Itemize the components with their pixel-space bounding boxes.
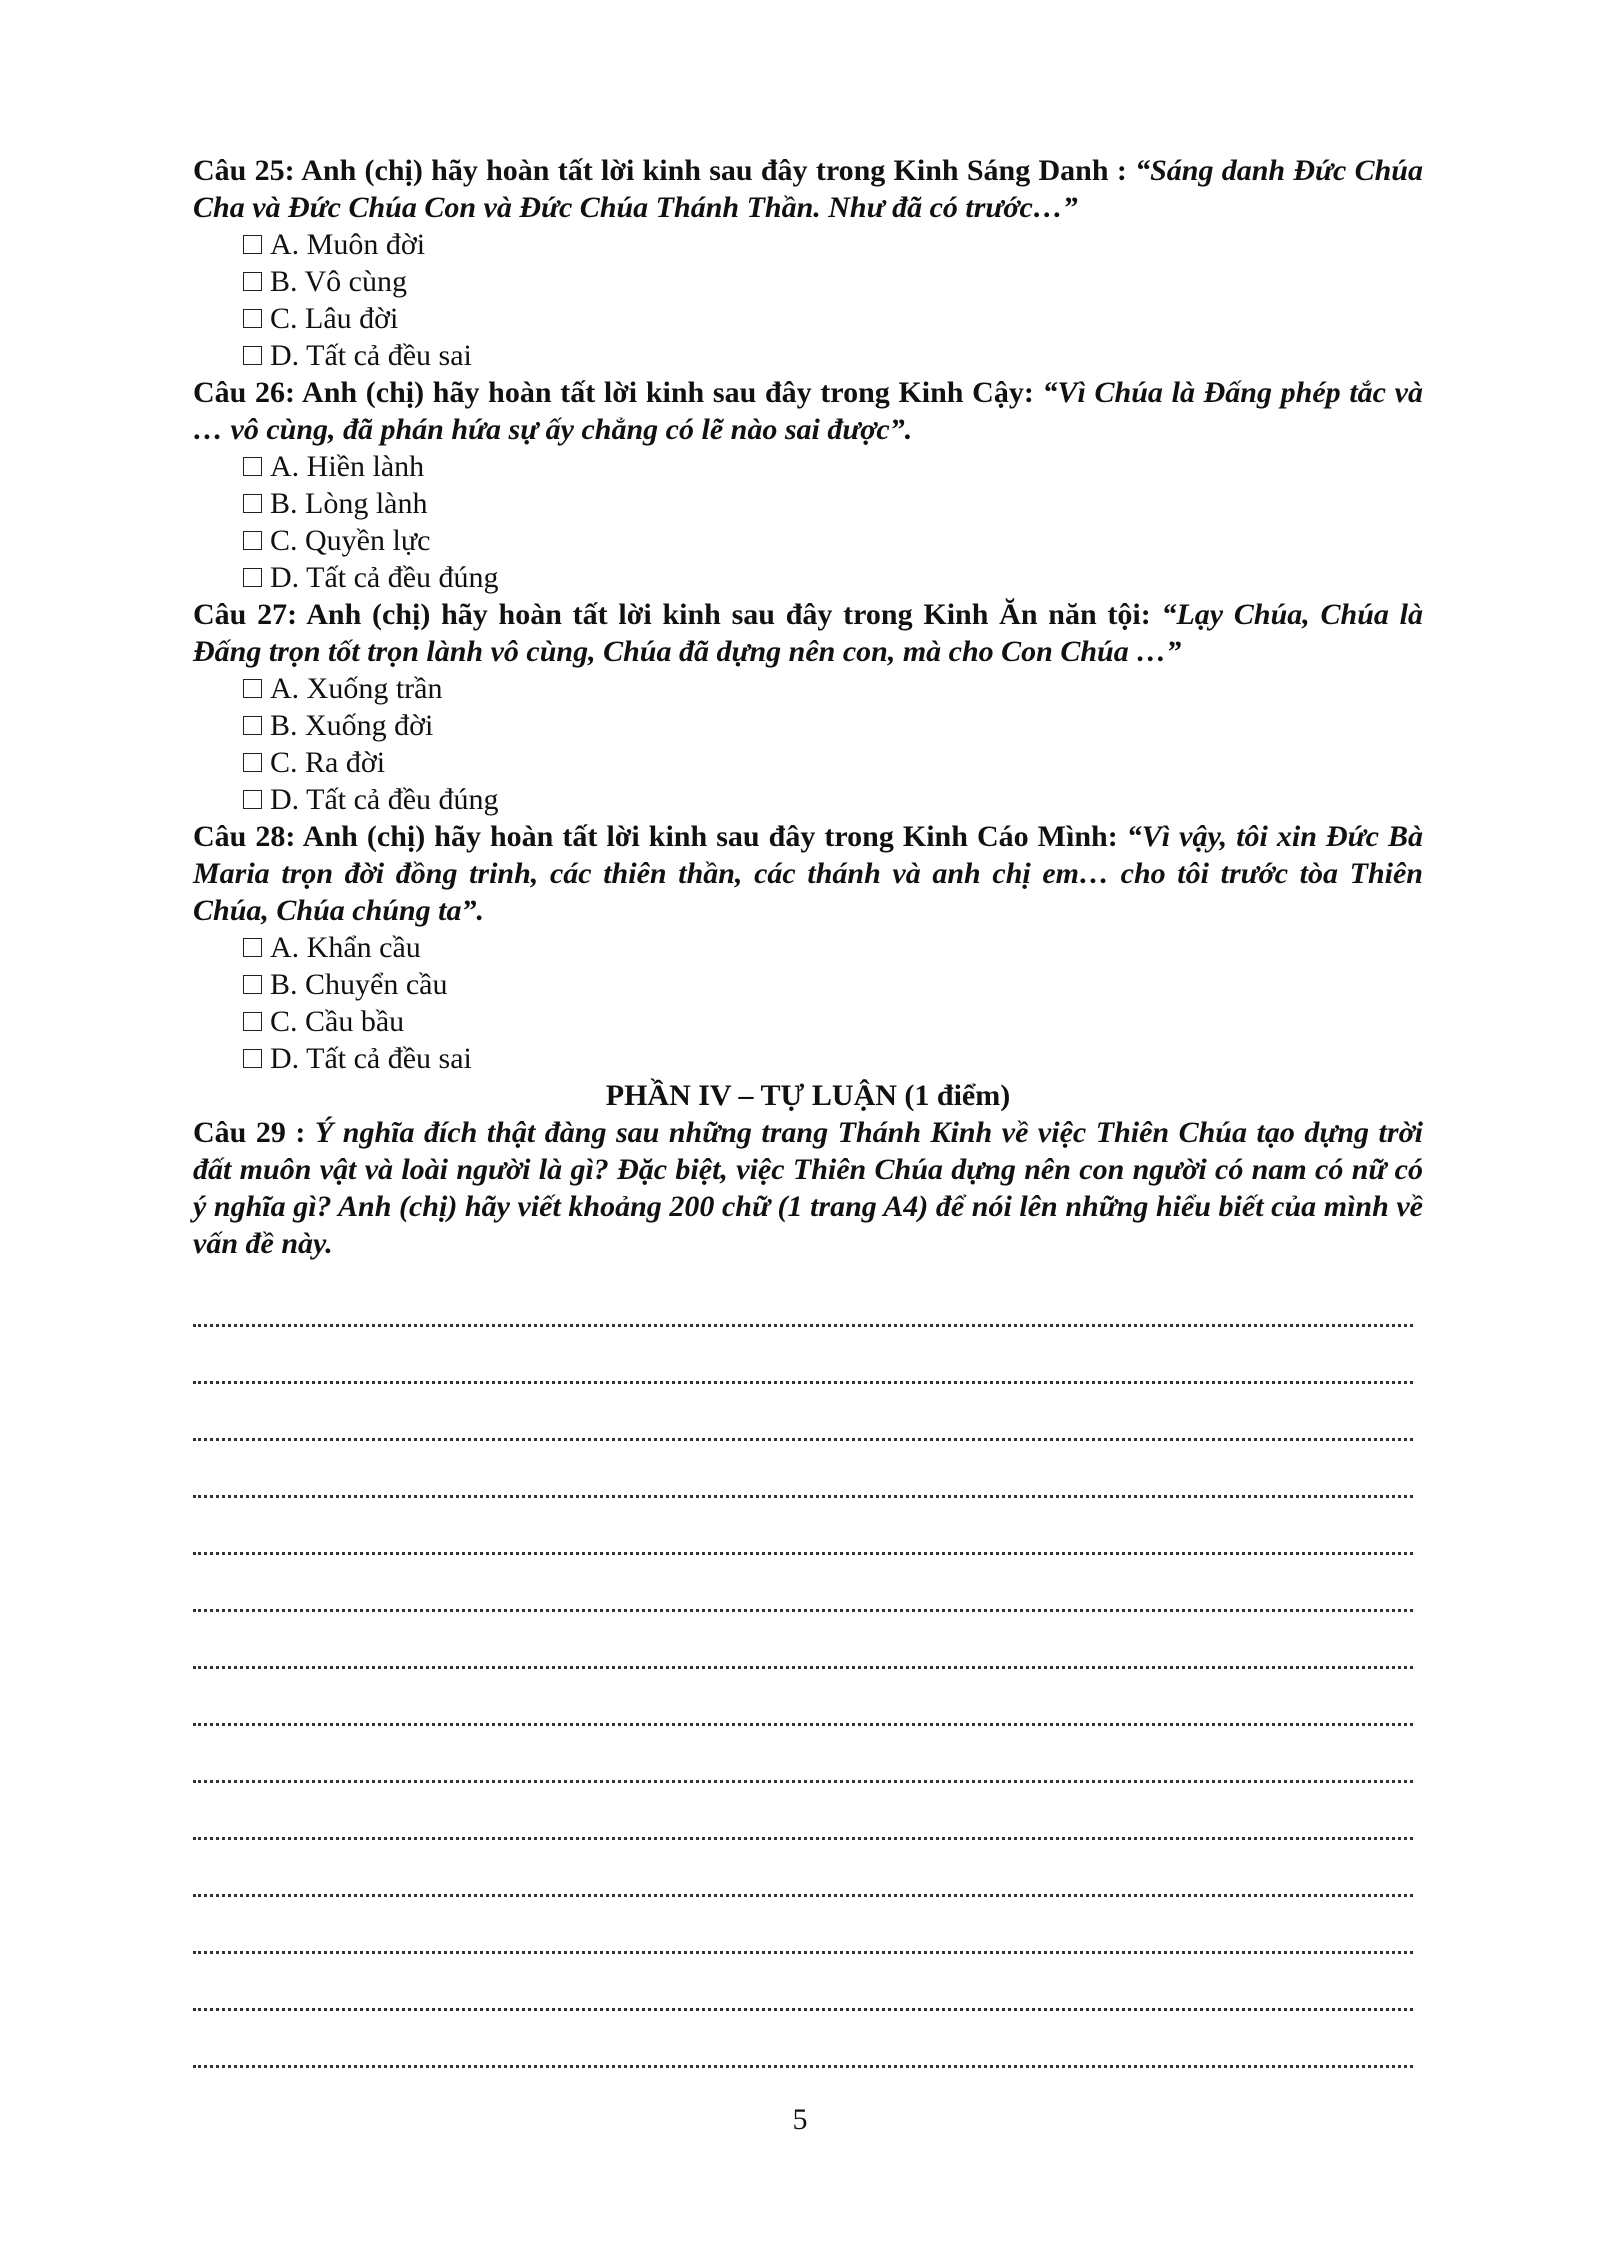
option-label: C. Cầu bầu	[270, 1005, 405, 1038]
question-25	[193, 152, 1423, 226]
essay-prompt: Ý nghĩa đích thật đàng sau những trang Thánh Kinh về việc Thiên Chúa tạo dựng trời đất muôn vật và loài người là gì? Đặc biệt, việc Thiên Chúa dựng nên con người có nam có nữ có ý nghĩa gì? Anh (chị) hãy viết khoảng 200 chữ (1 trang A4) để nói lên những hiểu biết của mình về vấn đề này.	[193, 1116, 1424, 1260]
option-d[interactable]	[243, 559, 1423, 596]
answer-line[interactable]	[193, 1954, 1413, 2011]
option-d[interactable]	[243, 337, 1423, 374]
option-d[interactable]	[243, 781, 1423, 818]
question-quote: “Lạy Chúa, Chúa là Đấng trọn tốt trọn lành vô cùng, Chúa đã dựng nên con, mà cho Con Chúa …”	[193, 598, 1423, 668]
question-quote: “Vì vậy, tôi xin Đức Bà Maria trọn đời đồng trinh, các thiên thần, các thánh và anh chị em… cho tôi trước tòa Thiên Chúa, Chúa chúng ta”.	[193, 820, 1424, 927]
answer-line[interactable]	[193, 1270, 1413, 1327]
checkbox-icon[interactable]	[243, 494, 262, 513]
answer-line[interactable]	[193, 1669, 1413, 1726]
question-quote: “Sáng danh Đức Chúa Cha và Đức Chúa Con và Đức Chúa Thánh Thần. Như đã có trước…”	[193, 154, 1423, 224]
option-label: A. Xuống trần	[270, 672, 443, 705]
option-b[interactable]	[243, 707, 1423, 744]
option-c[interactable]	[243, 300, 1423, 337]
option-d[interactable]	[243, 1040, 1423, 1077]
question-prompt: Anh (chị) hãy hoàn tất lời kinh sau đây trong Kinh Ăn năn tội:	[297, 598, 1162, 631]
answer-line[interactable]	[193, 1327, 1413, 1384]
option-label: D. Tất cả đều sai	[270, 339, 472, 372]
option-label: B. Lòng lành	[270, 487, 428, 520]
checkbox-icon[interactable]	[243, 790, 262, 809]
option-label: A. Muôn đời	[270, 228, 426, 261]
question-number: Câu 26:	[193, 376, 296, 409]
option-a[interactable]	[243, 448, 1423, 485]
options-list	[193, 929, 1423, 1077]
checkbox-icon[interactable]	[243, 1012, 262, 1031]
answer-line[interactable]	[193, 1783, 1413, 1840]
answer-line[interactable]	[193, 1384, 1413, 1441]
question-prompt: Anh (chị) hãy hoàn tất lời kinh sau đây trong Kinh Cậy:	[295, 376, 1043, 409]
option-a[interactable]	[243, 929, 1423, 966]
question-27	[193, 596, 1423, 670]
checkbox-icon[interactable]	[243, 568, 262, 587]
checkbox-icon[interactable]	[243, 1049, 262, 1068]
option-a[interactable]	[243, 670, 1423, 707]
checkbox-icon[interactable]	[243, 938, 262, 957]
question-number: Câu 29 :	[193, 1116, 306, 1149]
answer-line[interactable]	[193, 1897, 1413, 1954]
option-c[interactable]	[243, 522, 1423, 559]
option-label: B. Vô cùng	[270, 265, 407, 298]
options-list	[193, 448, 1423, 596]
answer-line[interactable]	[193, 1612, 1413, 1669]
option-label: D. Tất cả đều đúng	[270, 783, 499, 816]
question-prompt: Anh (chị) hãy hoàn tất lời kinh sau đây trong Kinh Sáng Danh :	[294, 154, 1136, 187]
option-c[interactable]	[243, 1003, 1423, 1040]
checkbox-icon[interactable]	[243, 235, 262, 254]
option-label: C. Lâu đời	[270, 302, 399, 335]
checkbox-icon[interactable]	[243, 753, 262, 772]
checkbox-icon[interactable]	[243, 531, 262, 550]
option-label: D. Tất cả đều sai	[270, 1042, 472, 1075]
option-label: C. Ra đời	[270, 746, 386, 779]
answer-line[interactable]	[193, 1555, 1413, 1612]
question-number: Câu 25:	[193, 154, 295, 187]
options-list	[193, 670, 1423, 818]
question-number: Câu 27:	[193, 598, 298, 631]
section-title: PHẦN IV – TỰ LUẬN (1 điểm)	[605, 1079, 1011, 1112]
question-number: Câu 28:	[193, 820, 296, 853]
question-29	[193, 1114, 1423, 1262]
answer-line[interactable]	[193, 1441, 1413, 1498]
checkbox-icon[interactable]	[243, 309, 262, 328]
option-a[interactable]	[243, 226, 1423, 263]
page-number: 5	[792, 2103, 808, 2136]
answer-line[interactable]	[193, 1498, 1413, 1555]
option-label: C. Quyền lực	[270, 524, 431, 557]
question-26	[193, 374, 1423, 448]
option-label: B. Chuyển cầu	[270, 968, 448, 1001]
checkbox-icon[interactable]	[243, 272, 262, 291]
option-label: D. Tất cả đều đúng	[270, 561, 499, 594]
checkbox-icon[interactable]	[243, 716, 262, 735]
option-c[interactable]	[243, 744, 1423, 781]
checkbox-icon[interactable]	[243, 679, 262, 698]
checkbox-icon[interactable]	[243, 457, 262, 476]
answer-lines[interactable]	[193, 1270, 1413, 2068]
answer-line[interactable]	[193, 1726, 1413, 1783]
page-content	[193, 152, 1423, 1262]
checkbox-icon[interactable]	[243, 975, 262, 994]
question-prompt: Anh (chị) hãy hoàn tất lời kinh sau đây trong Kinh Cáo Mình:	[295, 820, 1127, 853]
option-label: B. Xuống đời	[270, 709, 434, 742]
option-b[interactable]	[243, 966, 1423, 1003]
option-b[interactable]	[243, 485, 1423, 522]
answer-line[interactable]	[193, 2011, 1413, 2068]
question-28	[193, 818, 1423, 929]
options-list	[193, 226, 1423, 374]
option-b[interactable]	[243, 263, 1423, 300]
question-quote: “Vì Chúa là Đấng phép tắc và … vô cùng, đã phán hứa sự ấy chẳng có lẽ nào sai được”.	[193, 376, 1423, 446]
option-label: A. Khẩn cầu	[270, 931, 421, 964]
option-label: A. Hiền lành	[270, 450, 425, 483]
checkbox-icon[interactable]	[243, 346, 262, 365]
answer-line[interactable]	[193, 1840, 1413, 1897]
